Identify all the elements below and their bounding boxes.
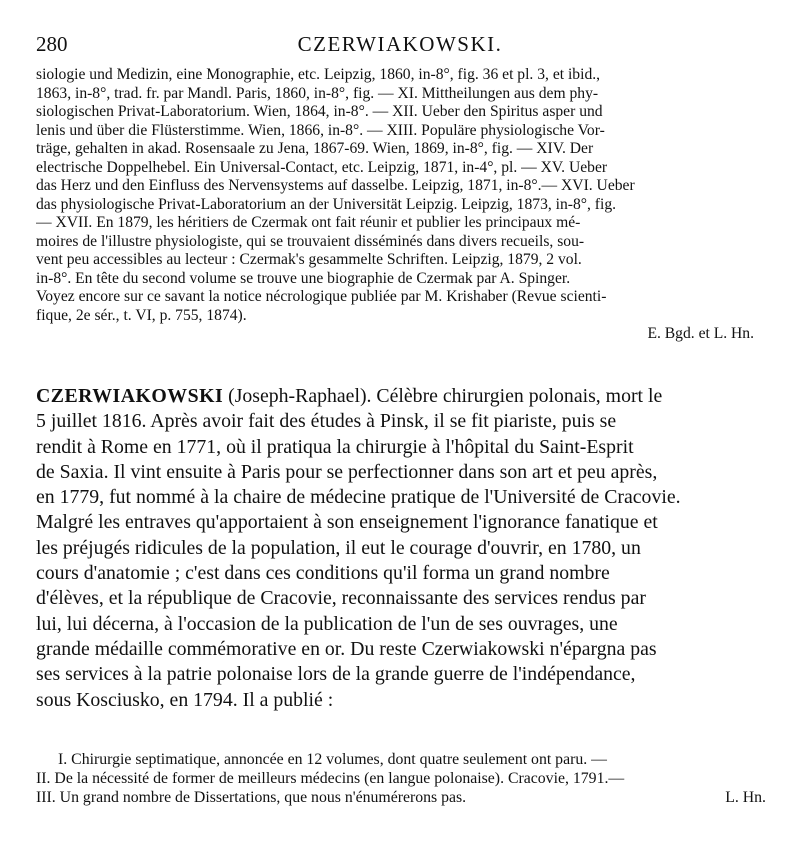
- text-line: les préjugés ridicules de la population, il eut le courage d'ouvrir, en 1780, un: [36, 536, 641, 559]
- bibliography-item-text: III. Un grand nombre de Dissertations, que nous n'énumérerons pas.: [36, 789, 467, 806]
- text-line: fique, 2e sér., t. VI, p. 755, 1874).: [36, 306, 247, 324]
- bibliography-item: [36, 788, 766, 807]
- text-line: en 1779, fut nommé à la chaire de médecine pratique de l'Université de Cracovie.: [36, 486, 681, 509]
- text-line: sous Kosciusko, en 1794. Il a publié :: [36, 688, 334, 711]
- text-line: lenis und über die Flüsterstimme. Wien, 1866, in-8°. — XIII. Populäre physiologische Vor-: [36, 121, 605, 139]
- page-number: 280: [36, 32, 68, 56]
- text-line: das physiologische Privat-Laboratorium an der Universität Leipzig. Leipzig, 1873, in-8°, fig.: [36, 195, 617, 213]
- text-line: lui, lui décerna, à l'occasion de la publication de l'un de ses ouvrages, une: [36, 612, 618, 635]
- bibliography: [36, 750, 766, 807]
- text-line: in-8°. En tête du second volume se trouve une biographie de Czermak par A. Spinger.: [36, 269, 571, 287]
- author-signature: L. Hn.: [725, 789, 766, 806]
- text-line: Voyez encore sur ce savant la notice nécrologique publiée par M. Krishaber (Revue scienti-: [36, 288, 607, 305]
- text-line: rendit à Rome en 1771, où il pratiqua la chirurgie à l'hôpital du Saint-Esprit: [36, 435, 634, 458]
- running-head: CZERWIAKOWSKI.: [297, 32, 503, 56]
- author-signature: E. Bgd. et L. Hn.: [647, 325, 754, 342]
- text-line: Malgré les entraves qu'apportaient à son enseignement l'ignorance fanatique et: [36, 511, 658, 534]
- article-body: [36, 384, 770, 713]
- text-line: siologie und Medizin, eine Monographie, etc. Leipzig, 1860, in-8°, fig. 36 et pl. 3, et ibid.,: [36, 66, 601, 83]
- text-line: de Saxia. Il vint ensuite à Paris pour se perfectionner dans son art et peu après,: [36, 460, 658, 483]
- text-line: vent peu accessibles au lecteur : Czermak's gesammelte Schriften. Leipzig, 1879, 2 vol.: [36, 251, 582, 268]
- text-line: cours d'anatomie ; c'est dans ces conditions qu'il forma un grand nombre: [36, 562, 610, 585]
- bibliography-item: I. Chirurgie septimatique, annoncée en 12 volumes, dont quatre seulement ont paru. —: [58, 751, 607, 768]
- text-line: ses services à la patrie polonaise lors de la grande guerre de l'indépendance,: [36, 663, 636, 686]
- previous-article-continuation: [36, 66, 766, 344]
- text-line: d'élèves, et la république de Cracovie, reconnaissante des services rendus par: [36, 587, 646, 610]
- text-line: grande médaille commémorative en or. Du reste Czerwiakowski n'épargna pas: [36, 637, 657, 660]
- text-line: träge, gehalten in akad. Rosensaale zu Jena, 1867-69. Wien, 1869, in-8°, fig. — XIV. Der: [36, 140, 594, 157]
- text-line: siologischen Privat-Laboratorium. Wien, 1864, in-8°. — XII. Ueber den Spiritus asper und: [36, 103, 603, 120]
- text-line: — XVII. En 1879, les héritiers de Czermak ont fait réunir et publier les principaux mé-: [36, 214, 581, 231]
- text-line: das Herz und den Einfluss des Nervensystems auf dasselbe. Leipzig, 1871, in-8°.— XVI. Ueber: [36, 177, 635, 194]
- bibliography-item: II. De la nécessité de former de meilleurs médecins (en langue polonaise). Cracovie, 1791.—: [36, 770, 625, 787]
- headword: CZERWIAKOWSKI: [36, 385, 224, 407]
- page-header: [36, 32, 764, 58]
- headword-continuation: (Joseph-Raphael). Célèbre chirurgien polonais, mort le: [223, 385, 663, 407]
- article-first-line: [36, 384, 770, 409]
- text-line: 5 juillet 1816. Après avoir fait des études à Pinsk, il se fit piariste, puis se: [36, 410, 617, 433]
- text-line: electrische Doppelhebel. Ein Universal-Contact, etc. Leipzig, 1871, in-4°, pl. — XV. Ueber: [36, 158, 608, 176]
- text-line: 1863, in-8°, trad. fr. par Mandl. Paris, 1860, in-8°, fig. — XI. Mittheilungen aus dem phy-: [36, 84, 599, 102]
- text-line: moires de l'illustre physiologiste, qui se trouvaient disséminés dans divers recueils, sou-: [36, 232, 585, 250]
